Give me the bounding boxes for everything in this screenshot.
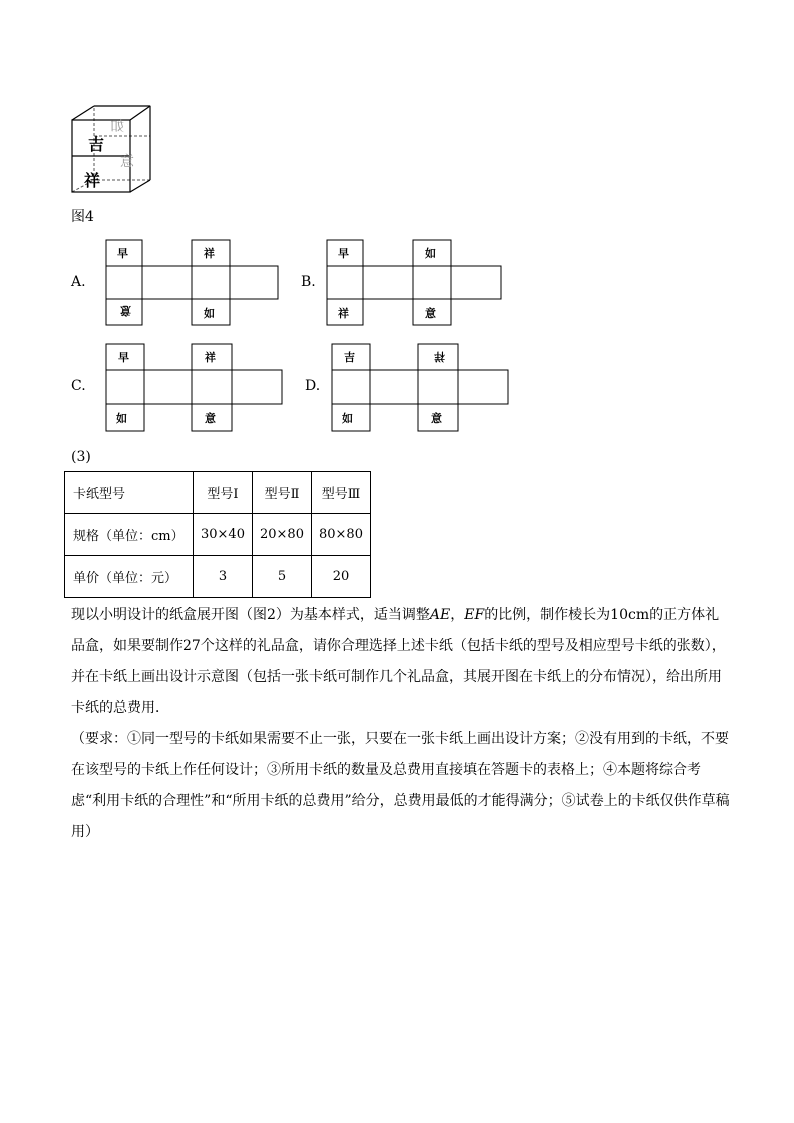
part-3-label: (3) <box>71 449 91 465</box>
option-c-top-mid: 祥 <box>205 351 216 364</box>
option-c-bottom-left: 如 <box>116 412 127 425</box>
table-cell: 5 <box>253 556 312 598</box>
problem-text-c: 的比例，制作棱长为10cm的正方体礼品盒，如果要制作27个这样的礼品盒，请你合理选择上述卡纸（包括卡纸的型号及相应型号卡纸的张数），并在卡纸上画出设计示意图（包括一张卡纸可制作几个礼品盒，其展开图在卡纸上的分布情况），给出所用卡纸的总费用． <box>71 607 726 716</box>
option-d-top-mid: 祥 <box>434 350 445 363</box>
table-cell: 20 <box>312 556 371 598</box>
table-cell: 80×80 <box>312 514 371 556</box>
table-header-cell: 型号Ⅰ <box>194 472 253 514</box>
option-a-top-left: 早 <box>117 247 128 260</box>
table-row <box>65 556 371 598</box>
cube-front-bottom-char: 祥 <box>84 171 101 190</box>
segment-ae: AE <box>429 607 451 623</box>
cube-front-top-char: 吉 <box>88 135 105 154</box>
option-d-top-left: 吉 <box>344 351 355 364</box>
option-a-bottom-left: 意 <box>120 304 131 317</box>
option-c-letter: C. <box>71 378 86 394</box>
table-header-cell: 型号Ⅱ <box>253 472 312 514</box>
table-row <box>65 472 371 514</box>
card-spec-table <box>64 471 371 598</box>
option-a-net <box>104 238 280 328</box>
option-d-letter: D. <box>305 378 321 394</box>
option-b-bottom-left: 祥 <box>338 307 349 320</box>
table-header-cell: 型号Ⅲ <box>312 472 371 514</box>
problem-text-a: 现以小明设计的纸盒展开图（图2）为基本样式，适当调整 <box>71 607 430 623</box>
option-d-bottom-mid: 意 <box>431 412 442 425</box>
requirements-paragraph: （要求：①同一型号的卡纸如果需要不止一张，只要在一张卡纸上画出设计方案；②没有用到的卡纸，不要在该型号的卡纸上作任何设计；③所用卡纸的数量及总费用直接填在答题卡的表格上；④本题将综合考虑“利用卡纸的合理性”和“所用卡纸的总费用”给分，总费用最低的才能得满分；⑤试卷上的卡纸仅供作草稿用） <box>71 731 730 840</box>
option-c-top-left: 早 <box>118 351 129 364</box>
option-c-bottom-mid: 意 <box>205 412 216 425</box>
option-b-top-left: 早 <box>338 247 349 260</box>
cube-figure <box>70 104 156 196</box>
figure-caption: 图4 <box>71 209 94 225</box>
table-row <box>65 514 371 556</box>
table-cell: 规格（单位：cm） <box>65 514 194 556</box>
table-cell: 单价（单位：元） <box>65 556 194 598</box>
problem-text-b: ， <box>450 607 465 623</box>
option-a-bottom-mid: 如 <box>204 307 215 320</box>
option-c-net <box>104 342 284 434</box>
option-b-top-mid: 如 <box>425 247 436 260</box>
table-cell: 30×40 <box>194 514 253 556</box>
table-cell: 20×80 <box>253 514 312 556</box>
option-b-bottom-mid: 意 <box>425 307 436 320</box>
segment-ef: EF <box>464 607 485 623</box>
table-header-cell: 卡纸型号 <box>65 472 194 514</box>
option-b-letter: B. <box>301 274 316 290</box>
option-d-bottom-left: 如 <box>342 412 353 425</box>
option-d-net <box>330 342 510 434</box>
cube-back-top-char: 如 <box>110 119 124 135</box>
problem-paragraph <box>71 600 731 724</box>
option-b-net <box>325 238 503 328</box>
cube-back-bottom-char: 意 <box>120 154 134 170</box>
option-a-letter: A. <box>71 274 86 290</box>
option-a-top-mid: 祥 <box>204 247 215 260</box>
table-cell: 3 <box>194 556 253 598</box>
